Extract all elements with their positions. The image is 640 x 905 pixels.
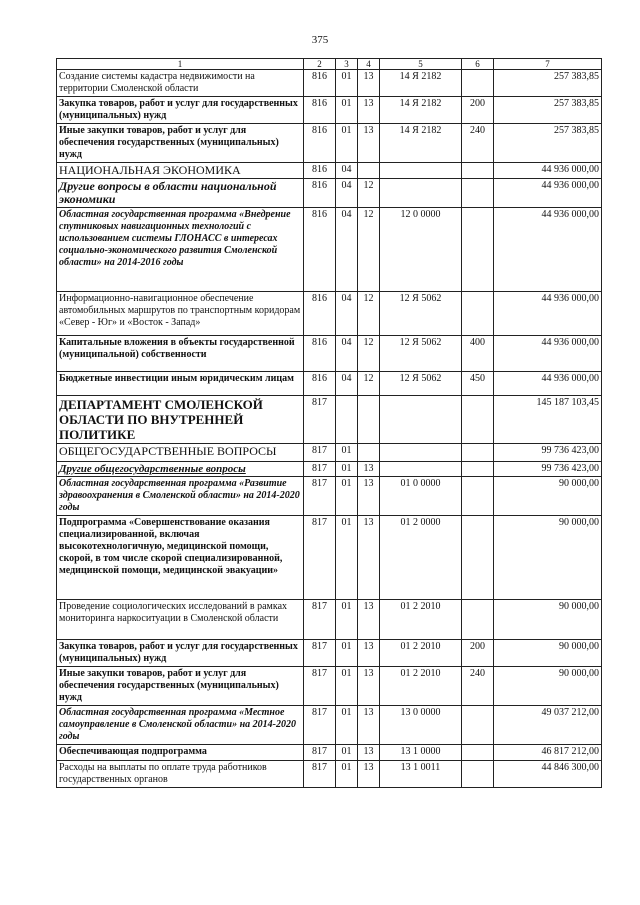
row-subsection-code bbox=[358, 163, 380, 179]
row-amount: 44 846 300,00 bbox=[494, 761, 602, 788]
row-target-code: 01 0 0000 bbox=[380, 477, 462, 516]
row-name: Обеспечивающая подпрограмма bbox=[57, 745, 304, 761]
row-subsection-code: 13 bbox=[358, 477, 380, 516]
row-admin-code: 816 bbox=[304, 163, 336, 179]
row-section-code bbox=[336, 396, 358, 444]
row-name: Другие общегосударственные вопросы bbox=[57, 462, 304, 477]
table-row bbox=[57, 745, 602, 761]
table-row bbox=[57, 124, 602, 163]
column-header: 1 bbox=[57, 59, 304, 70]
row-target-code: 13 1 0011 bbox=[380, 761, 462, 788]
table-row bbox=[57, 477, 602, 516]
table-row bbox=[57, 444, 602, 462]
row-expense-type bbox=[462, 706, 494, 745]
row-target-code: 01 2 2010 bbox=[380, 667, 462, 706]
row-amount: 44 936 000,00 bbox=[494, 208, 602, 292]
column-header: 4 bbox=[358, 59, 380, 70]
row-admin-code: 817 bbox=[304, 706, 336, 745]
row-subsection-code: 13 bbox=[358, 667, 380, 706]
row-amount: 90 000,00 bbox=[494, 667, 602, 706]
row-expense-type: 400 bbox=[462, 336, 494, 372]
row-admin-code: 816 bbox=[304, 292, 336, 336]
row-admin-code: 816 bbox=[304, 97, 336, 124]
row-admin-code: 817 bbox=[304, 745, 336, 761]
column-header: 6 bbox=[462, 59, 494, 70]
row-target-code: 01 2 0000 bbox=[380, 516, 462, 600]
row-expense-type bbox=[462, 292, 494, 336]
row-admin-code: 817 bbox=[304, 462, 336, 477]
row-amount: 44 936 000,00 bbox=[494, 179, 602, 208]
row-subsection-code: 13 bbox=[358, 761, 380, 788]
column-header: 3 bbox=[336, 59, 358, 70]
row-target-code: 12 Я 5062 bbox=[380, 372, 462, 396]
row-admin-code: 817 bbox=[304, 600, 336, 640]
row-name: Бюджетные инвестиции иным юридическим лицам bbox=[57, 372, 304, 396]
row-amount: 90 000,00 bbox=[494, 477, 602, 516]
row-name: Расходы на выплаты по оплате труда работников государственных органов bbox=[57, 761, 304, 788]
row-admin-code: 817 bbox=[304, 640, 336, 667]
row-expense-type bbox=[462, 600, 494, 640]
row-subsection-code: 13 bbox=[358, 124, 380, 163]
row-subsection-code: 12 bbox=[358, 179, 380, 208]
row-section-code: 04 bbox=[336, 208, 358, 292]
row-expense-type bbox=[462, 745, 494, 761]
row-expense-type bbox=[462, 163, 494, 179]
row-amount: 99 736 423,00 bbox=[494, 444, 602, 462]
row-target-code bbox=[380, 179, 462, 208]
table-row bbox=[57, 163, 602, 179]
table-row bbox=[57, 640, 602, 667]
row-admin-code: 817 bbox=[304, 477, 336, 516]
row-expense-type bbox=[462, 761, 494, 788]
row-expense-type bbox=[462, 462, 494, 477]
row-section-code: 01 bbox=[336, 667, 358, 706]
row-admin-code: 816 bbox=[304, 208, 336, 292]
row-amount: 44 936 000,00 bbox=[494, 372, 602, 396]
row-admin-code: 817 bbox=[304, 396, 336, 444]
row-name: Создание системы кадастра недвижимости на территории Смоленской области bbox=[57, 70, 304, 97]
row-name: Областная государственная программа «Внедрение спутниковых навигационных технологий с использованием системы ГЛОНАСС в интересах социально-экономического развития Смоленской области» на 2014-2016 годы bbox=[57, 208, 304, 292]
row-admin-code: 816 bbox=[304, 179, 336, 208]
row-subsection-code: 13 bbox=[358, 600, 380, 640]
row-name: Подпрограмма «Совершенствование оказания специализированной, включая высокотехнологичную, медицинской помощи, скорой, в том числе скорой специализированной, медицинской помощи, медицинской эвакуации» bbox=[57, 516, 304, 600]
row-name: Иные закупки товаров, работ и услуг для обеспечения государственных (муниципальных) нужд bbox=[57, 124, 304, 163]
row-name: Областная государственная программа «Развитие здравоохранения в Смоленской области» на 2014-2020 годы bbox=[57, 477, 304, 516]
row-section-code: 01 bbox=[336, 477, 358, 516]
row-subsection-code: 13 bbox=[358, 745, 380, 761]
row-section-code: 04 bbox=[336, 372, 358, 396]
row-section-code: 04 bbox=[336, 179, 358, 208]
row-expense-type: 240 bbox=[462, 667, 494, 706]
row-name: Информационно-навигационное обеспечение автомобильных маршрутов по транспортным коридорам «Север - Юг» и «Восток - Запад» bbox=[57, 292, 304, 336]
row-target-code bbox=[380, 396, 462, 444]
table-row bbox=[57, 600, 602, 640]
row-target-code: 13 1 0000 bbox=[380, 745, 462, 761]
row-section-code: 01 bbox=[336, 462, 358, 477]
row-expense-type bbox=[462, 477, 494, 516]
row-subsection-code: 12 bbox=[358, 372, 380, 396]
row-admin-code: 817 bbox=[304, 444, 336, 462]
row-name: Закупка товаров, работ и услуг для государственных (муниципальных) нужд bbox=[57, 640, 304, 667]
row-expense-type: 200 bbox=[462, 97, 494, 124]
row-expense-type bbox=[462, 516, 494, 600]
row-expense-type bbox=[462, 70, 494, 97]
table-row bbox=[57, 372, 602, 396]
row-admin-code: 816 bbox=[304, 124, 336, 163]
column-header: 2 bbox=[304, 59, 336, 70]
row-target-code: 14 Я 2182 bbox=[380, 124, 462, 163]
row-amount: 257 383,85 bbox=[494, 124, 602, 163]
row-admin-code: 817 bbox=[304, 761, 336, 788]
row-subsection-code bbox=[358, 444, 380, 462]
row-section-code: 01 bbox=[336, 444, 358, 462]
table-row bbox=[57, 336, 602, 372]
row-name: Капитальные вложения в объекты государственной (муниципальной) собственности bbox=[57, 336, 304, 372]
column-header: 5 bbox=[380, 59, 462, 70]
row-subsection-code: 13 bbox=[358, 97, 380, 124]
row-expense-type: 200 bbox=[462, 640, 494, 667]
row-target-code bbox=[380, 462, 462, 477]
row-amount: 44 936 000,00 bbox=[494, 292, 602, 336]
row-name: ОБЩЕГОСУДАРСТВЕННЫЕ ВОПРОСЫ bbox=[57, 444, 304, 462]
table-row bbox=[57, 179, 602, 208]
table-body bbox=[57, 70, 602, 788]
row-subsection-code: 13 bbox=[358, 70, 380, 97]
table-row bbox=[57, 761, 602, 788]
row-target-code: 01 2 2010 bbox=[380, 600, 462, 640]
row-target-code: 12 Я 5062 bbox=[380, 336, 462, 372]
row-amount: 257 383,85 bbox=[494, 97, 602, 124]
row-target-code: 01 2 2010 bbox=[380, 640, 462, 667]
row-section-code: 04 bbox=[336, 292, 358, 336]
row-subsection-code bbox=[358, 396, 380, 444]
row-admin-code: 817 bbox=[304, 667, 336, 706]
table-row bbox=[57, 396, 602, 444]
row-admin-code: 816 bbox=[304, 336, 336, 372]
row-target-code: 12 Я 5062 bbox=[380, 292, 462, 336]
row-target-code bbox=[380, 163, 462, 179]
row-name: Проведение социологических исследований в рамках мониторинга наркоситуации в Смоленской области bbox=[57, 600, 304, 640]
row-admin-code: 816 bbox=[304, 70, 336, 97]
budget-table bbox=[56, 58, 602, 788]
row-name: Закупка товаров, работ и услуг для государственных (муниципальных) нужд bbox=[57, 97, 304, 124]
header-row bbox=[57, 59, 602, 70]
table-row bbox=[57, 208, 602, 292]
row-target-code: 13 0 0000 bbox=[380, 706, 462, 745]
table-row bbox=[57, 292, 602, 336]
row-section-code: 01 bbox=[336, 516, 358, 600]
row-amount: 46 817 212,00 bbox=[494, 745, 602, 761]
row-expense-type: 450 bbox=[462, 372, 494, 396]
row-subsection-code: 12 bbox=[358, 292, 380, 336]
row-name: НАЦИОНАЛЬНАЯ ЭКОНОМИКА bbox=[57, 163, 304, 179]
row-section-code: 01 bbox=[336, 706, 358, 745]
row-expense-type bbox=[462, 179, 494, 208]
row-name: Областная государственная программа «Местное самоуправление в Смоленской области» на 2014-2020 годы bbox=[57, 706, 304, 745]
row-name: ДЕПАРТАМЕНТ СМОЛЕНСКОЙ ОБЛАСТИ ПО ВНУТРЕННЕЙ ПОЛИТИКЕ bbox=[57, 396, 304, 444]
row-section-code: 01 bbox=[336, 97, 358, 124]
row-expense-type bbox=[462, 208, 494, 292]
row-amount: 257 383,85 bbox=[494, 70, 602, 97]
row-section-code: 04 bbox=[336, 336, 358, 372]
row-section-code: 04 bbox=[336, 163, 358, 179]
page-number: 375 bbox=[311, 34, 329, 46]
row-admin-code: 817 bbox=[304, 516, 336, 600]
row-amount: 44 936 000,00 bbox=[494, 163, 602, 179]
row-subsection-code: 13 bbox=[358, 462, 380, 477]
row-name: Другие вопросы в области национальной экономики bbox=[57, 179, 304, 208]
row-amount: 90 000,00 bbox=[494, 640, 602, 667]
column-header: 7 bbox=[494, 59, 602, 70]
table-row bbox=[57, 70, 602, 97]
row-target-code: 14 Я 2182 bbox=[380, 70, 462, 97]
row-section-code: 01 bbox=[336, 600, 358, 640]
row-amount: 44 936 000,00 bbox=[494, 336, 602, 372]
row-amount: 49 037 212,00 bbox=[494, 706, 602, 745]
row-section-code: 01 bbox=[336, 640, 358, 667]
row-subsection-code: 13 bbox=[358, 706, 380, 745]
table-row bbox=[57, 516, 602, 600]
row-expense-type bbox=[462, 396, 494, 444]
row-target-code: 14 Я 2182 bbox=[380, 97, 462, 124]
row-section-code: 01 bbox=[336, 745, 358, 761]
table-row bbox=[57, 462, 602, 477]
row-expense-type: 240 bbox=[462, 124, 494, 163]
row-subsection-code: 12 bbox=[358, 208, 380, 292]
row-section-code: 01 bbox=[336, 124, 358, 163]
row-amount: 99 736 423,00 bbox=[494, 462, 602, 477]
row-amount: 145 187 103,45 bbox=[494, 396, 602, 444]
row-amount: 90 000,00 bbox=[494, 600, 602, 640]
row-expense-type bbox=[462, 444, 494, 462]
row-admin-code: 816 bbox=[304, 372, 336, 396]
row-amount: 90 000,00 bbox=[494, 516, 602, 600]
row-target-code bbox=[380, 444, 462, 462]
table-row bbox=[57, 667, 602, 706]
row-section-code: 01 bbox=[336, 761, 358, 788]
row-subsection-code: 12 bbox=[358, 336, 380, 372]
table-row bbox=[57, 97, 602, 124]
row-target-code: 12 0 0000 bbox=[380, 208, 462, 292]
row-section-code: 01 bbox=[336, 70, 358, 97]
table-row bbox=[57, 706, 602, 745]
row-subsection-code: 13 bbox=[358, 516, 380, 600]
row-name: Иные закупки товаров, работ и услуг для обеспечения государственных (муниципальных) нужд bbox=[57, 667, 304, 706]
row-subsection-code: 13 bbox=[358, 640, 380, 667]
